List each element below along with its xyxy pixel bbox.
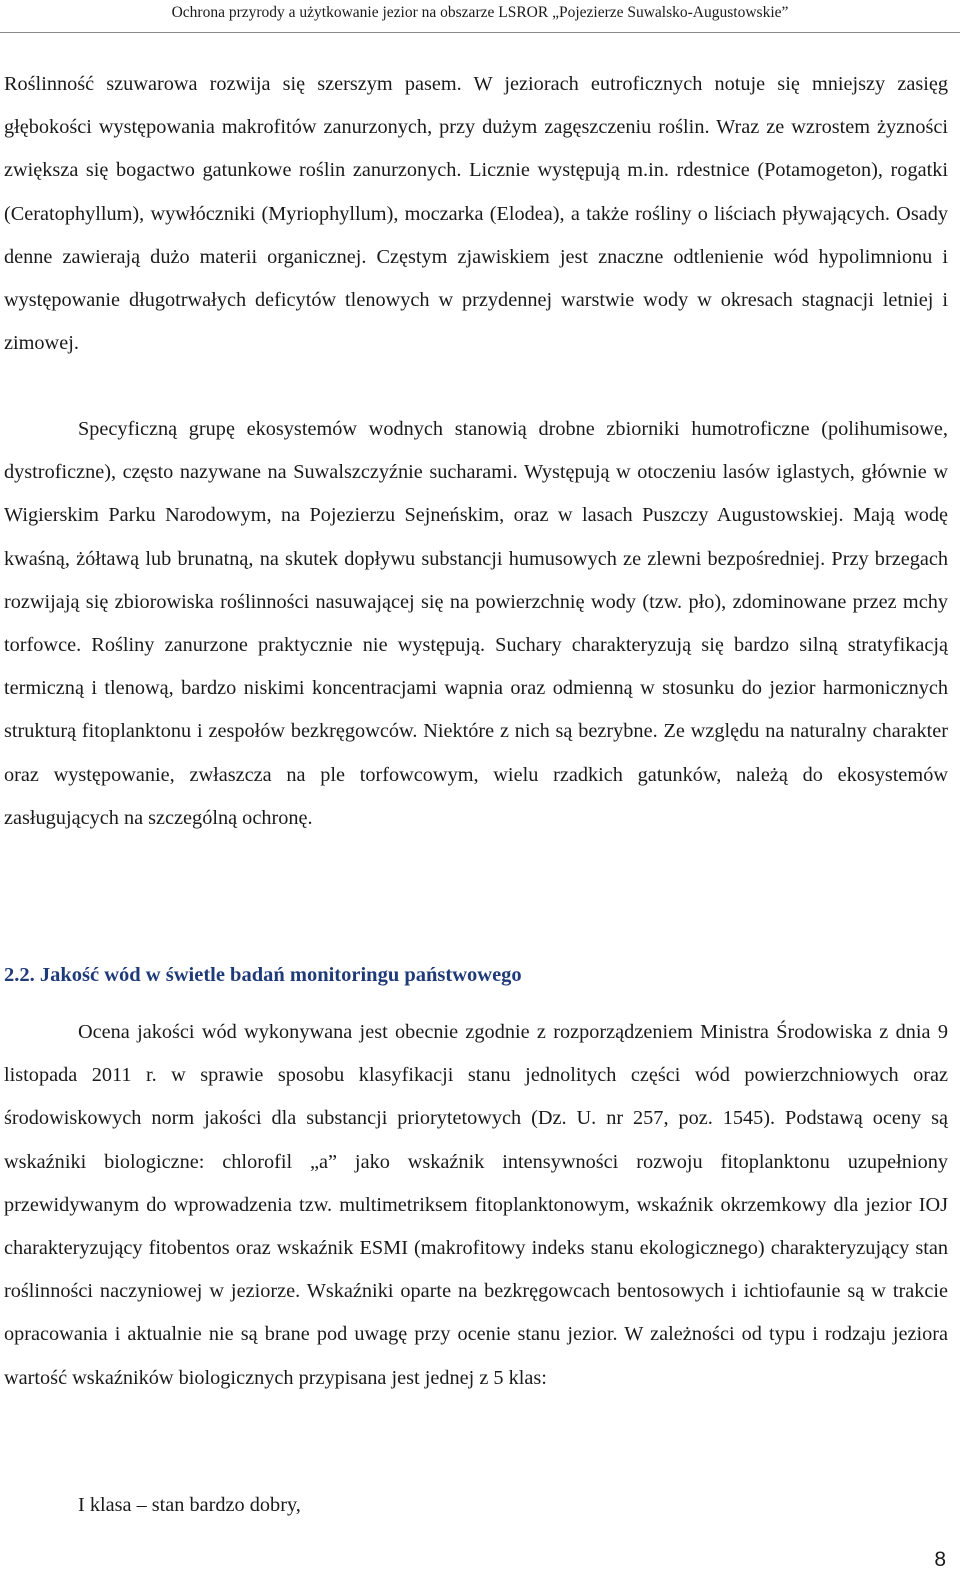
paragraph-eutrophic-lakes: Roślinność szuwarowa rozwija się szerszym pasem. W jeziorach eutroficznych notuje się mniejszy zasięg głębokości występowania makrofitów zanurzonych, przy dużym zagęszczeniu roślin. Wraz ze wzrostem żyzności zwiększa się bogactwo gatunkowe roślin zanurzonych. Licznie występują m.in. rdestnice (Potamogeton), rogatki (Ceratophyllum), wywłóczniki (Myriophyllum), moczarka (Elodea), a także rośliny o liściach pływających. Osady denne zawierają dużo materii organicznej. Częstym zjawiskiem jest znaczne odtlenienie wód hypolimnionu i występowanie długotrwałych deficytów tlenowych w przydennej warstwie wody w okresach stagnacji letniej i zimowej.	[4, 73, 948, 355]
section-heading: 2.2. Jakość wód w świetle badań monitoringu państwowego	[4, 964, 522, 986]
paragraph-humotrophic-lakes: Specyficzną grupę ekosystemów wodnych stanowią drobne zbiorniki humotroficzne (polihumisowe, dystroficzne), często nazywane na Suwalszczyźnie sucharami. Występują w otoczeniu lasów iglastych, głównie w Wigierskim Parku Narodowym, na Pojezierzu Sejneńskim, oraz w lasach Puszczy Augustowskiej. Mają wodę kwaśną, żółtawą lub brunatną, na skutek dopływu substancji humusowych ze zlewni bezpośredniej. Przy brzegach rozwijają się zbiorowiska roślinności nasuwającej się na powierzchnię wody (tzw. pło), zdominowane przez mchy torfowce. Rośliny zanurzone praktycznie nie występują. Suchary charakteryzują się bardzo silną stratyfikacją termiczną i tlenową, bardzo niskimi koncentracjami wapnia oraz odmienną w stosunku do jezior harmonicznych strukturą fitoplanktonu i zespołów bezkręgowców. Niektóre z nich są bezrybne. Ze względu na naturalny charakter oraz występowanie, zwłaszcza na ple torfowcowym, wielu rzadkich gatunków, należą do ekosystemów zasługujących na szczególną ochronę.	[4, 418, 948, 829]
running-header: Ochrona przyrody a użytkowanie jezior na obszarze LSROR „Pojezierze Suwalsko-Augustowskie”	[171, 4, 789, 21]
paragraph-water-quality-assessment: Ocena jakości wód wykonywana jest obecnie zgodnie z rozporządzeniem Ministra Środowiska z dnia 9 listopada 2011 r. w sprawie sposobu klasyfikacji stanu jednolitych części wód powierzchniowych oraz środowiskowych norm jakości dla substancji priorytetowych (Dz. U. nr 257, poz. 1545). Podstawą oceny są wskaźniki biologiczne: chlorofil „a” jako wskaźnik intensywności rozwoju fitoplanktonu uzupełniony przewidywanym do wprowadzenia tzw. multimetriksem fitoplanktonowym, wskaźnik okrzemkowy dla jezior IOJ charakteryzujący fitobentos oraz wskaźnik ESMI (makrofitowy indeks stanu ekologicznego) charakteryzujący stan roślinności naczyniowej w jeziorze. Wskaźniki oparte na bezkręgowcach bentosowych i ichtiofaunie są w trakcie opracowania i aktualnie nie są brane pod uwagę przy ocenie stanu jezior. W zależności od typu i rodzaju jeziora wartość wskaźników biologicznych przypisana jest jednej z 5 klas:	[4, 1021, 948, 1389]
header-divider	[0, 32, 960, 33]
list-item-class-1: I klasa – stan bardzo dobry,	[78, 1494, 301, 1516]
page-number: 8	[934, 1548, 946, 1571]
